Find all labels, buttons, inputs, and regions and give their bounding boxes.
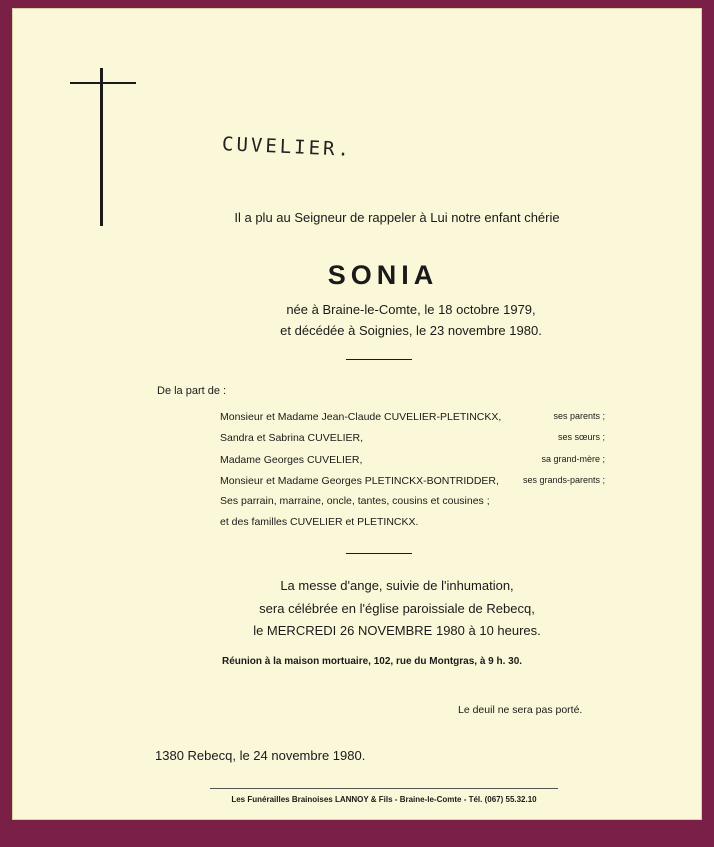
family-names: Madame Georges CUVELIER, [220,454,363,466]
funeral-card [12,8,702,820]
deceased-name: SONIA [327,260,439,290]
place-date: 1380 Rebecq, le 24 novembre 1980. [155,748,366,763]
divider [346,553,412,554]
family-names: Sandra et Sabrina CUVELIER, [220,432,363,444]
intro-text: Il a plu au Seigneur de rappeler à Lui notre enfant chérie [234,210,560,225]
family-names: Monsieur et Madame Georges PLETINCKX-BONTRIDDER, [220,475,499,487]
family-relation: ses grands-parents ; [522,475,605,485]
family-row [220,516,605,528]
handwritten-surname: CUVELIER. [221,133,353,161]
family-names: et des familles CUVELIER et PLETINCKX. [220,516,419,528]
cross-icon [100,68,103,226]
meeting-info: Réunion à la maison mortuaire, 102, rue du Montgras, à 9 h. 30. [222,656,523,667]
family-row [220,454,605,466]
mass-line: La messe d'ange, suivie de l'inhumation, [280,578,514,593]
family-names: Ses parrain, marraine, oncle, tantes, cousins et cousines ; [220,495,490,507]
family-relation: ses sœurs ; [557,432,605,442]
mass-line: sera célébrée en l'église paroissiale de Rebecq, [259,601,535,616]
cross-icon-bar [70,82,136,84]
from-label: De la part de : [157,385,227,397]
death-line: et décédée à Soignies, le 23 novembre 1980. [280,323,542,338]
family-row [220,475,605,487]
printer-footer: Les Funérailles Brainoises LANNOY & Fils - Braine-le-Comte - Tél. (067) 55.32.10 [231,795,537,804]
family-relation: ses parents ; [553,411,605,421]
family-row [220,495,605,507]
family-names: Monsieur et Madame Jean-Claude CUVELIER-PLETINCKX, [220,411,502,423]
mourning-note: Le deuil ne sera pas porté. [458,704,583,716]
family-relation: sa grand-mère ; [541,454,605,464]
divider [346,359,412,360]
footer-rule [210,788,558,789]
family-row [220,432,605,444]
birth-line: née à Braine-le-Comte, le 18 octobre 1979, [286,302,536,317]
mass-line: le MERCREDI 26 NOVEMBRE 1980 à 10 heures. [253,623,541,638]
family-row [220,411,605,423]
